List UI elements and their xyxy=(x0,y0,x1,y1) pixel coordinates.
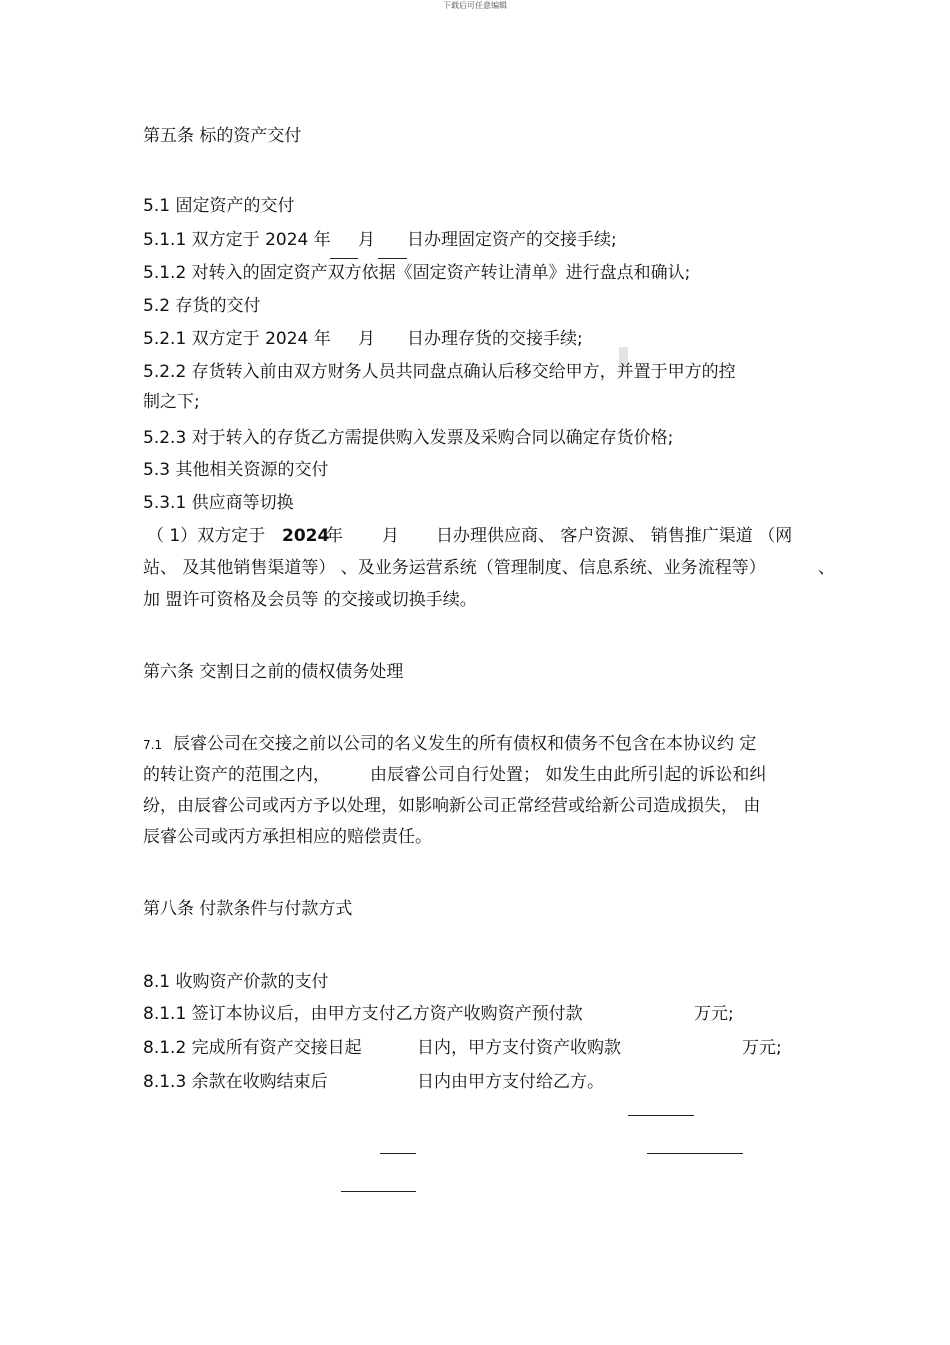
clause-7-1-line4: 辰睿公司或丙方承担相应的赔偿责任。 xyxy=(143,827,432,847)
clause-8-1-3-part-b: 日内由甲方支付给乙方。 xyxy=(417,1072,604,1092)
clause-8-1-3-part-a: 8.1.3 余款在收购结束后 xyxy=(143,1072,328,1092)
clause-7-1-line2b: 由辰睿公司自行处置； 如发生由此所引起的诉讼和纠 xyxy=(370,765,767,785)
clause-5-2-2-line2: 制之下; xyxy=(143,392,200,412)
item-1-line2-end: 、 xyxy=(818,558,835,578)
article-5-title: 第五条 标的资产交付 xyxy=(143,126,302,146)
clause-5-2-3: 5.2.3 对于转入的存货乙方需提供购入发票及采购合同以确定存货价格; xyxy=(143,428,674,448)
item-1-month: 月 xyxy=(382,526,399,546)
clause-8-1-2-part-c: 万元; xyxy=(742,1038,782,1058)
clause-7-1-line2a: 的转让资产的范围之内， xyxy=(143,765,330,785)
clause-5-1-1-part-c: 日办理固定资产的交接手续; xyxy=(407,230,617,250)
clause-5-1: 5.1 固定资产的交付 xyxy=(143,196,295,216)
clause-5-3-1: 5.3.1 供应商等切换 xyxy=(143,493,294,513)
clause-5-2: 5.2 存货的交付 xyxy=(143,296,261,316)
clause-5-1-1-part-a: 5.1.1 双方定于 2024 年 xyxy=(143,230,331,250)
clause-5-2-1-part-a: 5.2.1 双方定于 2024 年 xyxy=(143,329,331,349)
clause-5-2-1-month: 月 xyxy=(358,329,375,349)
blank-underline xyxy=(628,1115,694,1116)
blank-underline xyxy=(341,1191,416,1192)
item-1-year-unit: 年 xyxy=(326,526,343,546)
item-1-rest: 日办理供应商、 客户资源、 销售推广渠道 （网 xyxy=(436,526,793,546)
clause-5-3: 5.3 其他相关资源的交付 xyxy=(143,460,329,480)
blank-underline xyxy=(380,1153,416,1154)
clause-7-1-line3: 纷，由辰睿公司或丙方予以处理，如影响新公司正常经营或给新公司造成损失， 由 xyxy=(143,796,761,816)
clause-5-1-1-month: 月 xyxy=(358,230,375,250)
blank-underline xyxy=(330,258,358,259)
page-header: 下载后可任意编辑 xyxy=(443,1,507,10)
item-1-prefix: （ 1）双方定于 xyxy=(147,526,266,546)
blank-underline xyxy=(378,258,407,259)
clause-5-1-2: 5.1.2 对转入的固定资产双方依据《固定资产转让清单》进行盘点和确认; xyxy=(143,263,691,283)
item-1-line2: 站、 及其他销售渠道等） 、及业务运营系统（管理制度、信息系统、业务流程等） xyxy=(143,558,766,578)
blank-underline xyxy=(647,1153,743,1154)
clause-8-1-1-part-a: 8.1.1 签订本协议后，由甲方支付乙方资产收购资产预付款 xyxy=(143,1004,583,1024)
clause-5-2-2-line1: 5.2.2 存货转入前由双方财务人员共同盘点确认后移交给甲方，并置于甲方的控 xyxy=(143,362,736,382)
clause-7-1-number: 7.1 xyxy=(143,738,163,752)
clause-7-1-line1: 辰睿公司在交接之前以公司的名义发生的所有债权和债务不包含在本协议约 定 xyxy=(173,734,757,754)
clause-8-1: 8.1 收购资产价款的支付 xyxy=(143,972,329,992)
article-6-title: 第六条 交割日之前的债权债务处理 xyxy=(143,662,404,682)
clause-5-2-1-part-c: 日办理存货的交接手续; xyxy=(407,329,583,349)
article-8-title: 第八条 付款条件与付款方式 xyxy=(143,899,353,919)
item-1-line3: 加 盟许可资格及会员等 的交接或切换手续。 xyxy=(143,590,477,610)
clause-8-1-1-part-b: 万元; xyxy=(694,1004,734,1024)
clause-8-1-2-part-b: 日内，甲方支付资产收购款 xyxy=(417,1038,621,1058)
clause-8-1-2-part-a: 8.1.2 完成所有资产交接日起 xyxy=(143,1038,362,1058)
item-1-year: 2024 xyxy=(282,526,330,546)
